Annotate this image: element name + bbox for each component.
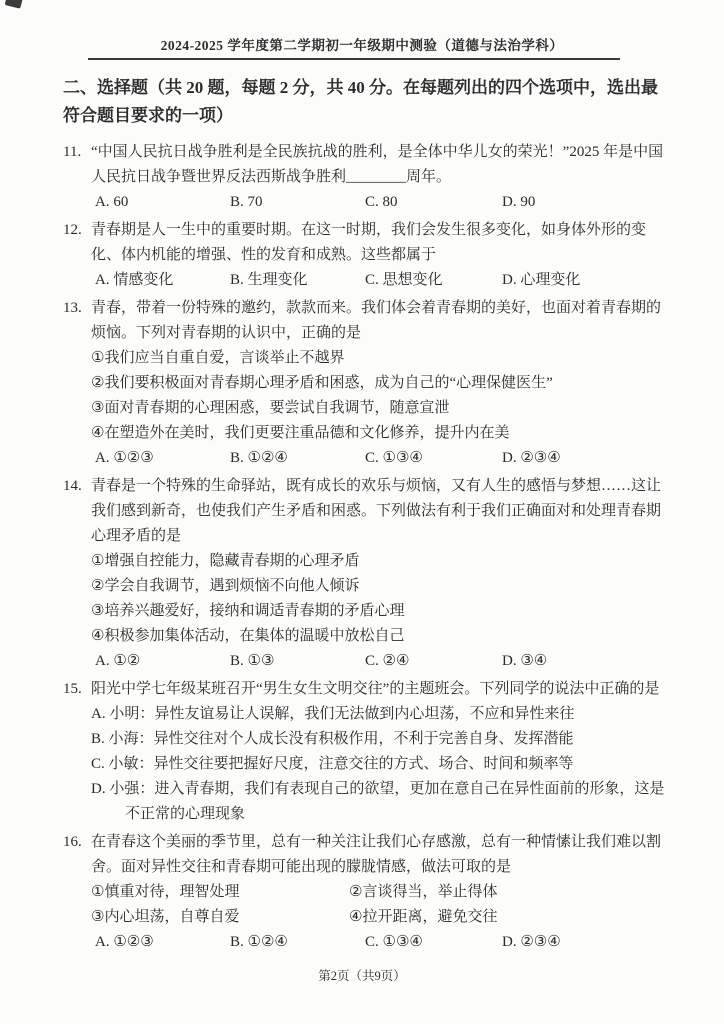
scan-corner-artifact <box>5 0 24 9</box>
question-stem: “中国人民抗日战争胜利是全民族抗战的胜利，是全体中华儿女的荣光！”2025 年是中国人民抗日战争暨世界反法西斯战争胜利________周年。 <box>91 144 664 185</box>
question <box>63 830 666 955</box>
answer-option: C. ②④ <box>365 653 410 669</box>
question-subitems <box>91 549 666 649</box>
question-row <box>63 830 666 955</box>
question-options <box>91 702 666 827</box>
answer-option: D. ②③④ <box>502 450 561 466</box>
answer-option: B. 生理变化 <box>230 272 308 288</box>
answer-option: A. 情感变化 <box>95 272 174 288</box>
question-content <box>91 474 666 674</box>
page-content <box>63 74 666 958</box>
question <box>63 218 666 293</box>
question-options <box>91 930 666 955</box>
question <box>63 140 666 215</box>
question-number: 16. <box>63 834 82 850</box>
answer-option: A. ①②③ <box>95 450 154 466</box>
question-number: 11. <box>63 144 82 160</box>
page-header-title: 2024-2025 学年度第二学期初一年级期中测验（道德与法治学科） <box>160 38 564 53</box>
question-stem: 阳光中学七年级某班召开“男生女生文明交往”的主题班会。下列同学的说法中正确的是 <box>91 681 660 697</box>
question-options <box>91 268 666 293</box>
question-subitem: ②言谈得当，举止得体 <box>349 884 498 900</box>
section-heading: 二、选择题（共 20 题，每题 2 分，共 40 分。在每题列出的四个选项中，选出最符合题目要求的一项） <box>63 78 658 125</box>
question-stem: 青春是一个特殊的生命驿站，既有成长的欢乐与烦恼，又有人生的感悟与梦想……这让我们感到新奇，也使我们产生矛盾和困惑。下列做法有利于我们正确面对和处理青春期心理矛盾的是 <box>91 478 662 544</box>
question-subitem: ①慎重对待，理智处理 <box>91 884 240 900</box>
question-subitem: ③内心坦荡，自尊自爱 <box>91 909 240 925</box>
answer-option: A. ①②③ <box>95 934 154 950</box>
question-row <box>63 677 666 827</box>
question-row <box>63 474 666 674</box>
answer-option: A. 60 <box>95 194 129 210</box>
question-subitems <box>91 346 666 446</box>
answer-option: D. 90 <box>502 194 536 210</box>
question-row <box>63 296 666 471</box>
question-subitem: ③面对青春期的心理困惑，要尝试自我调节，随意宣泄 <box>91 400 450 416</box>
question-content <box>91 830 666 955</box>
answer-option: B. ①②④ <box>230 450 288 466</box>
question-stem: 在青春这个美丽的季节里，总有一种关注让我们心存感激，总有一种情愫让我们难以割舍。面对异性交往和青春期可能出现的朦胧情感，做法可取的是 <box>91 834 662 875</box>
question <box>63 474 666 674</box>
answer-option: D. ②③④ <box>502 934 561 950</box>
question-options <box>91 190 666 215</box>
question-subitem: ④拉开距离，避免交往 <box>349 909 498 925</box>
question-subitem: ④在塑造外在美时，我们更要注重品德和文化修养，提升内在美 <box>91 425 510 441</box>
question-subitem: ①我们应当自重自爱，言谈举止不越界 <box>91 350 345 366</box>
answer-option: B. ①③ <box>230 653 275 669</box>
question-content <box>91 296 666 471</box>
question-list <box>63 140 666 955</box>
question-stem: 青春，带着一份特殊的邀约，款款而来。我们体会着青春期的美好，也面对着青春期的烦恼。下列对青春期的认识中，正确的是 <box>91 300 662 341</box>
question-subitem: ②我们要积极面对青春期心理矛盾和困惑，成为自己的“心理保健医生” <box>91 375 553 391</box>
question-number: 13. <box>63 300 82 316</box>
answer-option: A. 小明：异性友谊易让人误解，我们无法做到内心坦荡，不应和异性来往 <box>91 706 575 722</box>
answer-option: D. 小强：进入青春期，我们有表现自己的欲望，更加在意自己在异性面前的形象，这是不正常的心理现象 <box>91 781 665 822</box>
question-content <box>91 677 666 827</box>
answer-option: A. ①② <box>95 653 141 669</box>
question-content <box>91 140 666 215</box>
answer-option: B. 70 <box>230 194 263 210</box>
question-subitems <box>91 880 666 930</box>
question-row <box>63 140 666 215</box>
answer-option: D. ③④ <box>502 653 548 669</box>
page-number-footer: 第2页（共9页） <box>318 969 406 983</box>
question-number: 15. <box>63 681 82 697</box>
question-number: 14. <box>63 478 82 494</box>
answer-option: C. ①③④ <box>365 934 423 950</box>
header-rule <box>88 58 620 60</box>
question-stem: 青春期是人一生中的重要时期。在这一时期，我们会发生很多变化，如身体外形的变化、体内机能的增强、性的发育和成熟。这些都属于 <box>91 222 647 263</box>
question <box>63 296 666 471</box>
answer-option: B. ①②④ <box>230 934 288 950</box>
answer-option: D. 心理变化 <box>502 272 581 288</box>
question <box>63 677 666 827</box>
answer-option: C. 思想变化 <box>365 272 443 288</box>
answer-option: C. 80 <box>365 194 398 210</box>
answer-option: C. 小敏：异性交往要把握好尺度，注意交往的方式、场合、时间和频率等 <box>91 756 574 772</box>
question-content <box>91 218 666 293</box>
question-row <box>63 218 666 293</box>
question-options <box>91 649 666 674</box>
question-subitem: ①增强自控能力，隐藏青春期的心理矛盾 <box>91 553 360 569</box>
question-options <box>91 446 666 471</box>
answer-option: C. ①③④ <box>365 450 423 466</box>
question-subitem: ②学会自我调节，遇到烦恼不向他人倾诉 <box>91 578 360 594</box>
question-subitem: ③培养兴趣爱好，接纳和调适青春期的矛盾心理 <box>91 603 405 619</box>
answer-option: B. 小海：异性交往对个人成长没有积极作用，不利于完善自身、发挥潜能 <box>91 731 574 747</box>
question-subitem: ④积极参加集体活动，在集体的温暖中放松自己 <box>91 628 405 644</box>
question-number: 12. <box>63 222 82 238</box>
